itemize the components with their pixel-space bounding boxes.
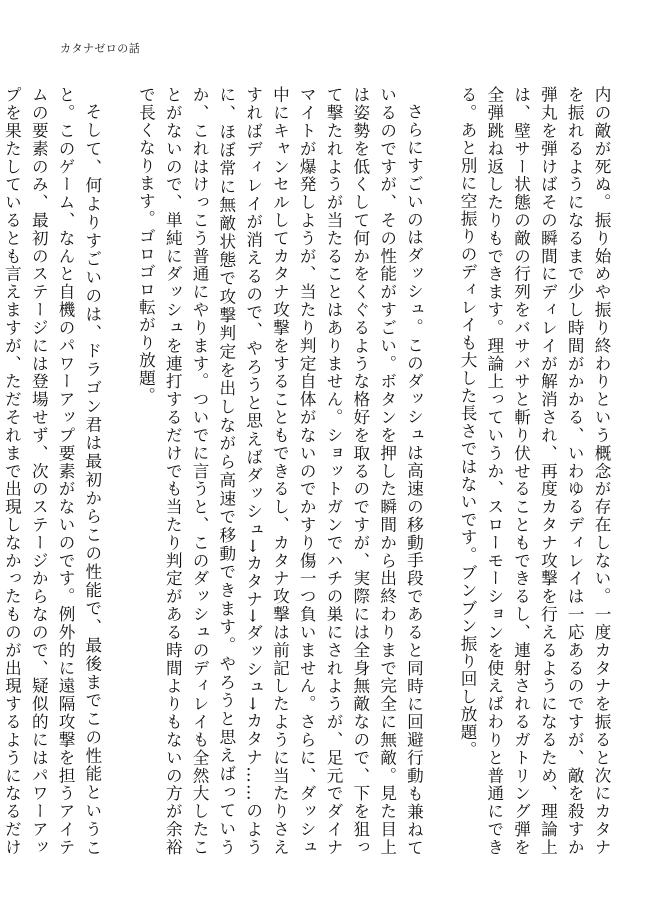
body-text	[0, 86, 614, 856]
paragraph-1: 内の敵が死ぬ。振り始めや振り終わりという概念が存在しない。一度カタナを振ると次にカタナを振れるようになるまで少し時間がかかる、いわゆるディレイは一応あるのですが、敵を殺すか弾丸を弾けばその瞬間にディレイが解消され、再度カタナ攻撃を行えるようになるため、理論上は、壁サー状態の敵の行列をバサバサと斬り伏せることもできるし、連射されるガトリング弾を全弾跳ね返したりもできます。理論上っていうか、スローモーションを使えばわりと普通にできる。あと別に空振りのディレイも大した長さではないです。ブンブン振り回し放題。	[458, 86, 611, 856]
running-header: カタナゼロの話	[60, 42, 141, 55]
paragraph-2: さらにすごいのはダッシュ。このダッシュは高速の移動手段であると同時に回避行動も兼ねているのですが、その性能がすごい。ボタンを押した瞬間から出終わりまで完全に無敵。見た目上は姿勢を低くして何かをくぐるような格好を取るのですが、実際には全身無敵なので、下を狙って撃たれようが当たることはありません。ショットガンでハチの巣にされようが、足元でダイナマイトが爆発しようが、当たり判定自体がないのでかすり傷一つ負いません。さらに、ダッシュ中にキャンセルしてカタナ攻撃をすることもできるし、カタナ攻撃は前記したように当たりさえすればディレイが消えるので、やろうと思えばダッシュ→カタナ→ダッシュ→カタナ……のように、ほぼ常に無敵状態で攻撃判定を出しながら高速で移動できます。やろうと思えばっていうか、これはけっこう普通にやります。ついでに言うと、このダッシュのディレイも全然大したことがないので、単純にダッシュを連打するだけでも当たり判定がある時間よりもないの方が余裕で長くなります。ゴロゴロ転がり放題。	[136, 86, 424, 856]
paragraph-gap-2	[105, 86, 132, 856]
paragraph-3: そして、何よりすごいのは、ドラゴン君は最初からこの性能で、最後までこの性能ということ。このゲーム、なんと自機のパワーアップ要素がないのです。例外的に遠隔攻撃を担うアイテムの要素のみ、最初のステージには登場せず、次のステージからなので、疑似的にはパワーアップを果たしているとも言えますが、ただそれまで出現しなかったものが出現するようになるだけ	[2, 86, 102, 856]
paragraph-gap-1	[426, 86, 453, 856]
